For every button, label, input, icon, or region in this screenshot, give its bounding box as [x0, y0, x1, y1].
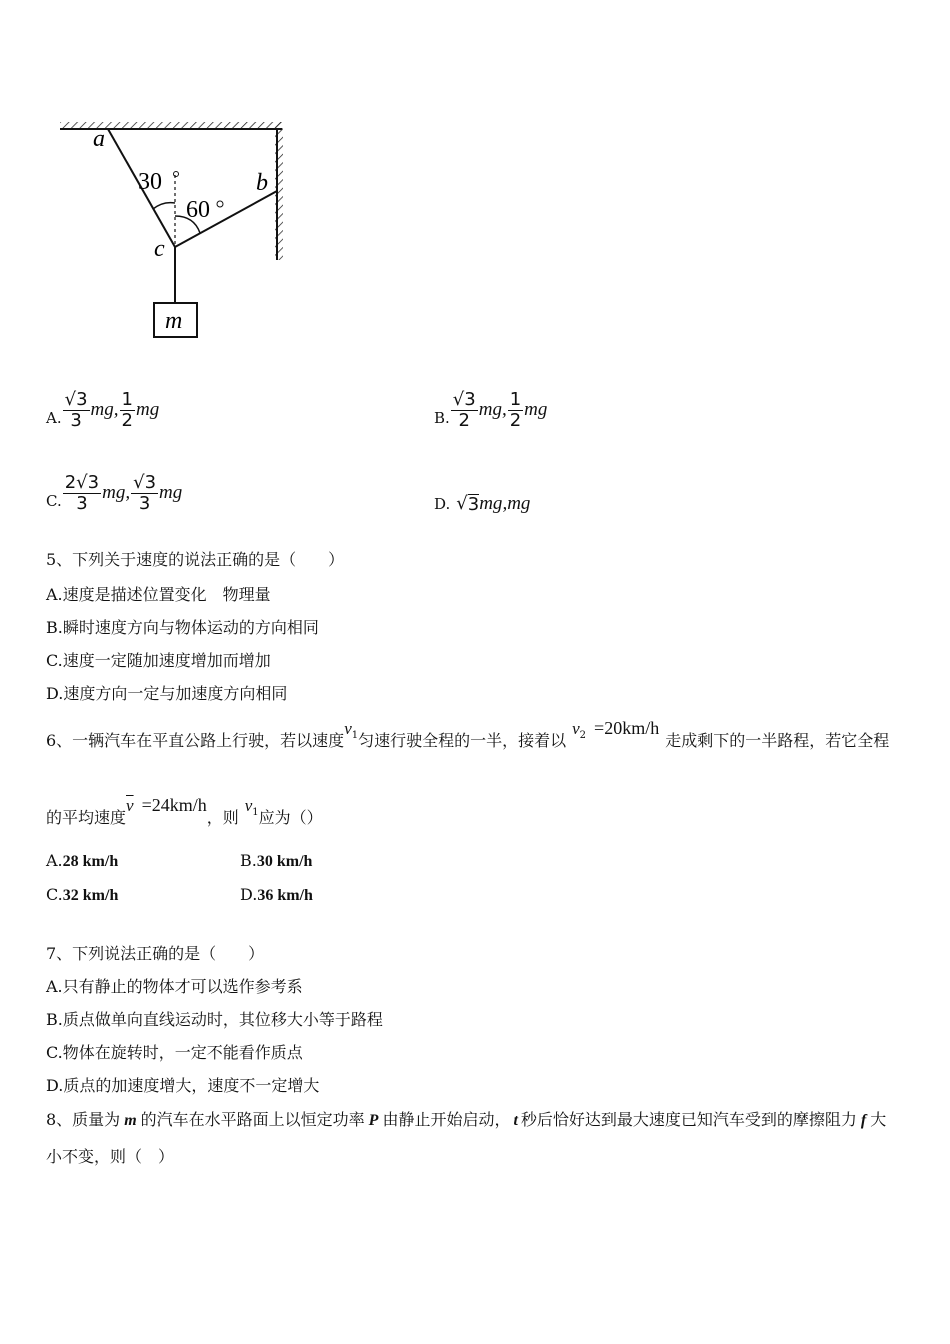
q4-option-a: A. $\frac{√3}{3}$ mg , $\frac{1}{2}$ mg: [46, 388, 160, 431]
q5-option-b: B.瞬时速度方向与物体运动的方向相同: [46, 618, 319, 637]
q7-stem: 7、下列说法正确的是（ ）: [46, 944, 265, 963]
angle-arc-30: [153, 203, 175, 209]
label-b: b: [256, 170, 268, 196]
angle-label-60: 60: [186, 197, 210, 223]
label-a: a: [93, 126, 105, 152]
q7-option-d: D.质点的加速度增大，速度不一定增大: [46, 1076, 320, 1095]
q8-line2: 小不变，则（ ）: [46, 1147, 175, 1166]
mass-label: m: [165, 308, 183, 334]
q6-line1: 6、一辆汽车在平直公路上行驶，若以速度$v_1$匀速行驶全程的一半，接着以$v_2 =20km/h$走成剩下的一半路程，若它全程: [46, 718, 890, 750]
q5-option-c: C.速度一定随加速度增加而增加: [46, 651, 271, 670]
q7-option-c: C.物体在旋转时，一定不能看作质点: [46, 1043, 303, 1062]
q7-option-b: B.质点做单向直线运动时，其位移大小等于路程: [46, 1010, 383, 1029]
q6-option-c: C.32 km/h: [46, 885, 119, 904]
q4-option-d: D. √ 3 mg , mg: [434, 493, 531, 515]
q7-option-a: A.只有静止的物体才可以选作参考系: [46, 977, 303, 996]
q6-option-d: D.36 km/h: [240, 885, 313, 904]
q5-option-d: D.速度方向一定与加速度方向相同: [46, 684, 288, 703]
q6-line2: 的平均速度$\overline{v} =24km/h$，则$v_1$应为（）: [46, 795, 323, 827]
angle-label-30: 30: [138, 169, 162, 195]
q4-option-b: B. $\frac{√3}{2}$ mg , $\frac{1}{2}$ mg: [434, 388, 548, 431]
q5-option-a: A.速度是描述位置变化 物理量: [46, 585, 271, 604]
q8-line1: 8、质量为 m 的汽车在水平路面上以恒定功率 P 由静止开始启动， t 秒后恰好达到最大速度已知汽车受到的摩擦阻力 f 大: [46, 1110, 887, 1129]
q6-option-a: A.28 km/h: [46, 851, 119, 870]
force-diagram: [50, 115, 300, 350]
q6-option-b: B.30 km/h: [240, 851, 313, 870]
q5-stem: 5、下列关于速度的说法正确的是（ ）: [46, 550, 345, 569]
q4-option-c: C. $\frac{2√3}{3}$ mg , $\frac{√3}{3}$ mg: [46, 471, 183, 514]
label-c: c: [154, 236, 165, 262]
